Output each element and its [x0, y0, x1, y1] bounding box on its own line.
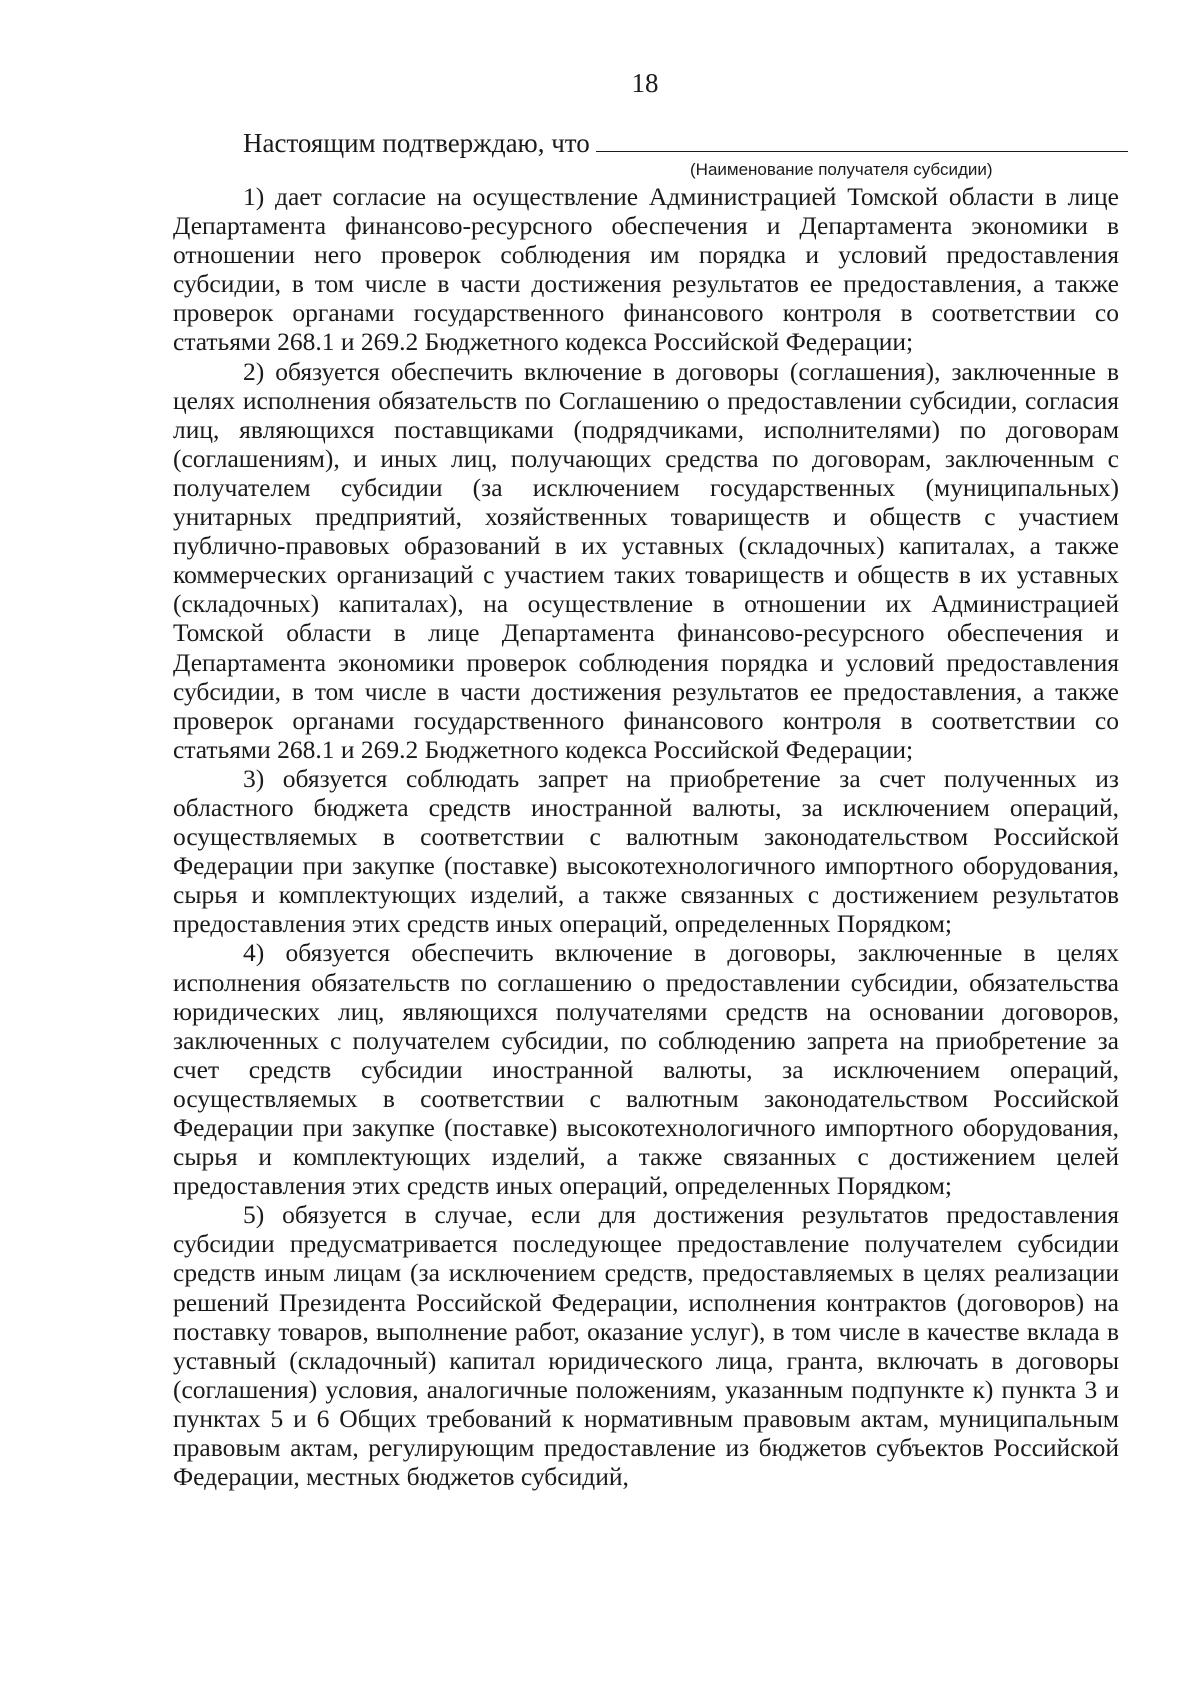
confirmation-lead-text: Настоящим подтверждаю, что [243, 128, 590, 158]
recipient-caption: (Наименование получателя субсидии) [690, 160, 993, 179]
paragraph-5: 5) обязуется в случае, если для достижения результатов предоставления субсидии предусматривается последующее предоставление получателем субсидии средств иным лицам (за исключением средств, предоставляемых в целях реализации решений Президента Российской Федерации, исполнения контрактов (договоров) на поставку товаров, выполнение работ, оказание услуг), в том числе в качестве вклада в уставный (складочный) капитал юридического лица, гранта, включать в договоры (соглашения) условия, аналогичные положениям, указанным подпункте к) пункта 3 и пунктах 5 и 6 Общих требований к нормативным правовым актам, муниципальным правовым актам, регулирующим предоставление из бюджетов субъектов Российской Федерации, местных бюджетов субсидий, [173, 1200, 1119, 1492]
confirmation-line [243, 128, 1128, 159]
recipient-name-blank [596, 129, 1128, 152]
paragraph-1: 1) дает согласие на осуществление Администрацией Томской области в лице Департамента финансово-ресурсного обеспечения и Департамента экономики в отношении него проверок соблюдения им порядка и условий предоставления субсидии, в том числе в части достижения результатов ее предоставления, а также проверок органами государственного финансового контроля в соответствии со статьями 268.1 и 269.2 Бюджетного кодекса Российской Федерации; [173, 182, 1119, 357]
document-body [173, 182, 1119, 1491]
paragraph-2: 2) обязуется обеспечить включение в договоры (соглашения), заключенные в целях исполнения обязательств по Соглашению о предоставлении субсидии, согласия лиц, являющихся поставщиками (подрядчиками, исполнителями) по договорам (соглашениям), и иных лиц, получающих средства по договорам, заключенным с получателем субсидии (за исключением государственных (муниципальных) унитарных предприятий, хозяйственных товариществ и обществ с участием публично-правовых образований в их уставных (складочных) капиталах, а также коммерческих организаций с участием таких товариществ и обществ в их уставных (складочных) капиталах), на осуществление в отношении их Администрацией Томской области в лице Департамента финансово-ресурсного обеспечения и Департамента экономики проверок соблюдения порядка и условий предоставления субсидии, в том числе в части достижения результатов ее предоставления, а также проверок органами государственного финансового контроля в соответствии со статьями 268.1 и 269.2 Бюджетного кодекса Российской Федерации; [173, 356, 1119, 764]
page-number: 18 [631, 68, 659, 98]
paragraph-4: 4) обязуется обеспечить включение в договоры, заключенные в целях исполнения обязательств по соглашению о предоставлении субсидии, обязательства юридических лиц, являющихся получателями средств на основании договоров, заключенных с получателем субсидии, по соблюдению запрета на приобретение за счет средств субсидии иностранной валюты, за исключением операций, осуществляемых в соответствии с валютным законодательством Российской Федерации при закупке (поставке) высокотехнологичного импортного оборудования, сырья и комплектующих изделий, а также связанных с достижением целей предоставления этих средств иных операций, определенных Порядком; [173, 938, 1119, 1201]
paragraph-3: 3) обязуется соблюдать запрет на приобретение за счет полученных из областного бюджета средств иностранной валюты, за исключением операций, осуществляемых в соответствии с валютным законодательством Российской Федерации при закупке (поставке) высокотехнологичного импортного оборудования, сырья и комплектующих изделий, а также связанных с достижением результатов предоставления этих средств иных операций, определенных Порядком; [173, 763, 1119, 939]
